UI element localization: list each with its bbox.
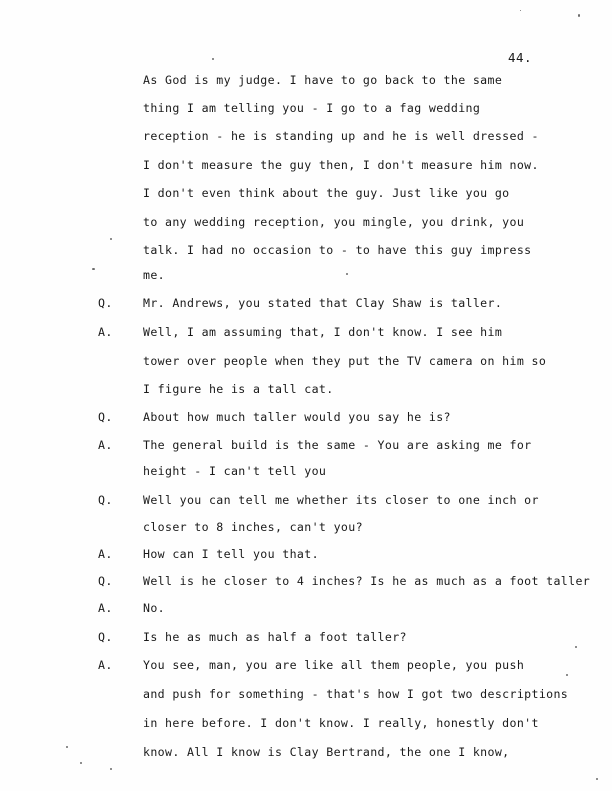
transcript-line: [0, 713, 612, 733]
line-text: closer to 8 inches, can't you?: [143, 520, 363, 534]
transcript-line: [0, 126, 612, 146]
line-text: to any wedding reception, you mingle, you drink, you: [143, 215, 525, 229]
line-text: tower over people when they put the TV camera on him so: [143, 354, 547, 368]
transcript-line: [0, 351, 612, 371]
line-text: Is he as much as half a foot taller?: [143, 630, 407, 644]
transcript-line: [0, 742, 612, 762]
speaker-label: Q.: [98, 296, 113, 310]
speaker-label: Q.: [98, 630, 113, 644]
scan-speck: [596, 778, 598, 780]
line-text: As God is my judge. I have to go back to the same: [143, 73, 503, 87]
speaker-label: Q.: [98, 410, 113, 424]
transcript-line: [0, 544, 612, 564]
transcript-line: [0, 155, 612, 175]
scan-speck: [575, 646, 577, 648]
line-text: Well you can tell me whether its closer to one inch or: [143, 493, 539, 507]
scan-speck: [212, 58, 214, 60]
page-number: 44.: [508, 50, 533, 65]
line-text: I don't even think about the guy. Just like you go: [143, 186, 510, 200]
line-text: I don't measure the guy then, I don't measure him now.: [143, 158, 539, 172]
transcript-line: [0, 293, 612, 313]
transcript-line: [0, 407, 612, 427]
transcript-line: [0, 461, 612, 481]
speaker-label: A.: [98, 325, 113, 339]
transcript-line: [0, 379, 612, 399]
transcript-line: [0, 571, 612, 591]
speaker-label: Q.: [98, 574, 113, 588]
scan-speck: [66, 746, 68, 748]
speaker-label: A.: [98, 547, 113, 561]
line-text: thing I am telling you - I go to a fag wedding: [143, 101, 481, 115]
transcript-line: [0, 627, 612, 647]
line-text: No.: [143, 601, 165, 615]
speaker-label: A.: [98, 601, 113, 615]
line-text: You see, man, you are like all them people, you push: [143, 658, 525, 672]
line-text: talk. I had no occasion to - to have this guy impress: [143, 243, 532, 257]
line-text: How can I tell you that.: [143, 547, 319, 561]
line-text: me.: [143, 268, 165, 282]
line-text: height - I can't tell you: [143, 464, 327, 478]
line-text: About how much taller would you say he is?: [143, 410, 451, 424]
scan-speck: [578, 14, 580, 17]
line-text: The general build is the same - You are asking me for: [143, 438, 532, 452]
line-text: know. All I know is Clay Bertrand, the one I know,: [143, 745, 510, 759]
transcript-line: [0, 240, 612, 260]
line-text: in here before. I don't know. I really, honestly don't: [143, 716, 539, 730]
line-text: Mr. Andrews, you stated that Clay Shaw is taller.: [143, 296, 503, 310]
speaker-label: A.: [98, 658, 113, 672]
speaker-label: A.: [98, 438, 113, 452]
line-text: reception - he is standing up and he is well dressed -: [143, 129, 539, 143]
transcript-line: [0, 322, 612, 342]
line-text: Well, I am assuming that, I don't know. I see him: [143, 325, 503, 339]
scan-speck: [92, 268, 95, 270]
scan-speck: [346, 273, 348, 275]
line-text: I figure he is a tall cat.: [143, 382, 334, 396]
transcript-line: [0, 598, 612, 618]
scan-speck: [566, 674, 568, 676]
line-text: Well is he closer to 4 inches? Is he as much as a foot taller: [143, 574, 591, 588]
transcript-line: [0, 655, 612, 675]
speaker-label: Q.: [98, 493, 113, 507]
transcript-line: [0, 98, 612, 118]
transcript-line: [0, 490, 612, 510]
line-text: and push for something - that's how I got two descriptions: [143, 687, 569, 701]
transcript-line: [0, 212, 612, 232]
scan-speck: [110, 768, 112, 770]
transcript-line: [0, 517, 612, 537]
transcript-line: [0, 183, 612, 203]
scan-speck: [80, 762, 82, 764]
scan-speck: [110, 238, 112, 240]
transcript-line: [0, 684, 612, 704]
scan-speck: [520, 10, 521, 11]
transcript-line: [0, 435, 612, 455]
transcript-line: [0, 70, 612, 90]
